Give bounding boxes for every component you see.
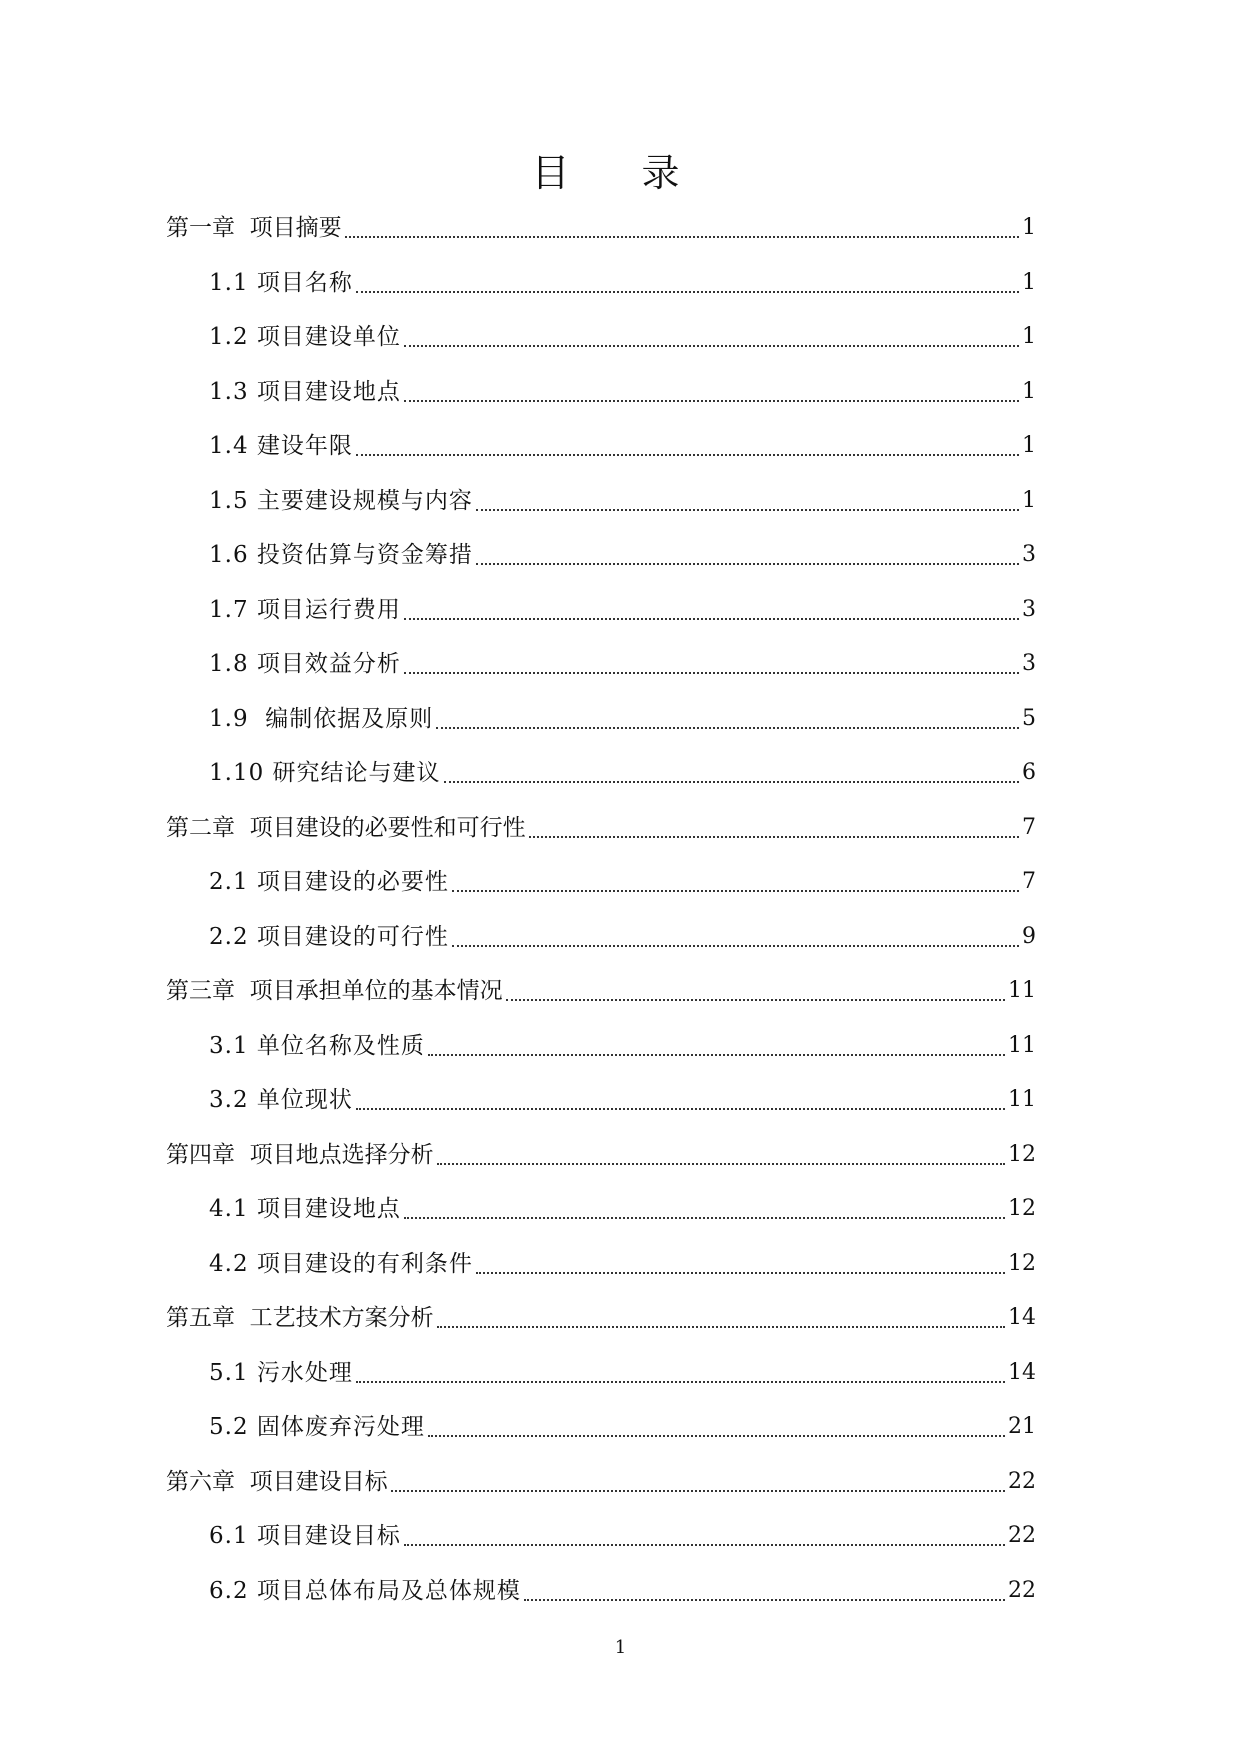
toc-section-entry[interactable] <box>166 378 1036 433</box>
toc-entry-label: 第一章 项目摘要 <box>166 215 342 241</box>
toc-section-entry[interactable] <box>166 759 1036 814</box>
toc-entry-label: 5.2 固体废弃污处理 <box>209 1414 425 1440</box>
toc-entry-page-number: 12 <box>1008 1196 1036 1221</box>
toc-entry-page-number: 11 <box>1008 1032 1036 1058</box>
toc-entry-page-number: 1 <box>1022 215 1036 240</box>
toc-section-entry[interactable] <box>166 541 1036 596</box>
table-of-contents <box>166 214 1036 1631</box>
toc-section-entry[interactable] <box>166 323 1036 378</box>
toc-entry-page-number: 1 <box>1022 324 1036 349</box>
toc-entry-page-number: 1 <box>1022 487 1036 513</box>
toc-chapter-entry[interactable] <box>166 977 1036 1032</box>
toc-dot-leader <box>436 705 1019 729</box>
toc-entry-page-number: 22 <box>1008 1468 1036 1494</box>
toc-entry-label: 4.2 项目建设的有利条件 <box>209 1250 473 1277</box>
toc-section-entry[interactable] <box>166 1413 1036 1468</box>
toc-section-entry[interactable] <box>166 923 1036 978</box>
toc-section-entry[interactable] <box>166 1086 1036 1141</box>
toc-dot-leader <box>404 1522 1005 1546</box>
toc-entry-page-number: 14 <box>1008 1359 1036 1385</box>
toc-entry-label: 1.10 研究结论与建议 <box>209 760 441 786</box>
toc-dot-leader <box>356 269 1019 293</box>
toc-entry-label: 5.1 污水处理 <box>209 1359 353 1386</box>
toc-dot-leader <box>452 868 1019 892</box>
toc-dot-leader <box>428 1032 1005 1056</box>
toc-dot-leader <box>404 378 1019 402</box>
toc-entry-label: 第四章 项目地点选择分析 <box>166 1141 434 1168</box>
toc-entry-page-number: 12 <box>1008 1250 1036 1276</box>
toc-entry-label: 2.2 项目建设的可行性 <box>209 923 449 950</box>
toc-entry-label: 第五章 工艺技术方案分析 <box>166 1305 434 1331</box>
toc-entry-label: 第六章 项目建设目标 <box>166 1468 388 1495</box>
toc-entry-page-number: 21 <box>1008 1414 1036 1439</box>
toc-entry-page-number: 11 <box>1008 1087 1036 1112</box>
toc-chapter-entry[interactable] <box>166 1468 1036 1523</box>
toc-dot-leader <box>524 1577 1005 1601</box>
toc-section-entry[interactable] <box>166 1359 1036 1414</box>
toc-entry-label: 1.9 编制依据及原则 <box>209 705 434 732</box>
toc-dot-leader <box>437 1304 1005 1328</box>
toc-section-entry[interactable] <box>166 868 1036 923</box>
toc-dot-leader <box>444 759 1019 783</box>
toc-entry-label: 第三章 项目承担单位的基本情况 <box>166 978 503 1004</box>
toc-entry-label: 6.1 项目建设目标 <box>209 1523 401 1549</box>
toc-dot-leader <box>391 1468 1005 1492</box>
toc-entry-page-number: 6 <box>1022 760 1036 785</box>
toc-dot-leader <box>476 541 1019 565</box>
toc-entry-label: 1.7 项目运行费用 <box>209 596 401 623</box>
toc-dot-leader <box>356 432 1019 456</box>
toc-dot-leader <box>404 1195 1005 1219</box>
toc-entry-page-number: 1 <box>1022 269 1036 295</box>
toc-dot-leader <box>529 814 1019 838</box>
toc-dot-leader <box>404 323 1019 347</box>
toc-entry-label: 6.2 项目总体布局及总体规模 <box>209 1577 521 1604</box>
toc-section-entry[interactable] <box>166 487 1036 542</box>
toc-dot-leader <box>428 1413 1005 1437</box>
toc-entry-label: 1.8 项目效益分析 <box>209 651 401 677</box>
toc-entry-page-number: 22 <box>1008 1523 1036 1548</box>
toc-chapter-entry[interactable] <box>166 1304 1036 1359</box>
toc-entry-page-number: 9 <box>1022 923 1036 949</box>
toc-dot-leader <box>356 1086 1005 1110</box>
toc-dot-leader <box>345 214 1019 238</box>
toc-entry-page-number: 5 <box>1022 705 1036 731</box>
toc-section-entry[interactable] <box>166 650 1036 705</box>
toc-dot-leader <box>506 977 1005 1001</box>
toc-entry-page-number: 7 <box>1022 869 1036 894</box>
toc-dot-leader <box>476 487 1019 511</box>
toc-entry-page-number: 1 <box>1022 378 1036 404</box>
toc-entry-label: 1.4 建设年限 <box>209 433 353 459</box>
toc-entry-label: 2.1 项目建设的必要性 <box>209 869 449 895</box>
toc-entry-label: 3.1 单位名称及性质 <box>209 1032 425 1059</box>
toc-section-entry[interactable] <box>166 432 1036 487</box>
toc-entry-label: 1.6 投资估算与资金筹措 <box>209 542 473 568</box>
page-title: 目 录 <box>531 151 710 195</box>
toc-dot-leader <box>452 923 1019 947</box>
toc-entry-page-number: 3 <box>1022 596 1036 622</box>
toc-section-entry[interactable] <box>166 1522 1036 1577</box>
toc-dot-leader <box>404 650 1019 674</box>
toc-dot-leader <box>437 1141 1005 1165</box>
toc-section-entry[interactable] <box>166 1195 1036 1250</box>
toc-entry-label: 1.2 项目建设单位 <box>209 324 401 350</box>
toc-section-entry[interactable] <box>166 1032 1036 1087</box>
toc-dot-leader <box>404 596 1019 620</box>
toc-entry-label: 第二章 项目建设的必要性和可行性 <box>166 814 526 841</box>
toc-chapter-entry[interactable] <box>166 214 1036 269</box>
toc-entry-page-number: 3 <box>1022 651 1036 676</box>
toc-entry-label: 1.5 主要建设规模与内容 <box>209 487 473 514</box>
page-number: 1 <box>614 1637 627 1658</box>
toc-entry-page-number: 22 <box>1008 1577 1036 1603</box>
toc-section-entry[interactable] <box>166 596 1036 651</box>
toc-chapter-entry[interactable] <box>166 814 1036 869</box>
toc-section-entry[interactable] <box>166 705 1036 760</box>
toc-entry-page-number: 11 <box>1008 978 1036 1003</box>
toc-entry-page-number: 7 <box>1022 814 1036 840</box>
toc-dot-leader <box>356 1359 1005 1383</box>
toc-entry-label: 1.1 项目名称 <box>209 269 353 296</box>
toc-entry-label: 4.1 项目建设地点 <box>209 1196 401 1222</box>
toc-section-entry[interactable] <box>166 1250 1036 1305</box>
toc-entry-page-number: 12 <box>1008 1141 1036 1167</box>
toc-entry-page-number: 3 <box>1022 542 1036 567</box>
toc-dot-leader <box>476 1250 1005 1274</box>
toc-entry-label: 3.2 单位现状 <box>209 1087 353 1113</box>
toc-entry-label: 1.3 项目建设地点 <box>209 378 401 405</box>
toc-entry-page-number: 1 <box>1022 433 1036 458</box>
toc-section-entry[interactable] <box>166 1577 1036 1632</box>
toc-chapter-entry[interactable] <box>166 1141 1036 1196</box>
toc-entry-page-number: 14 <box>1008 1305 1036 1330</box>
toc-section-entry[interactable] <box>166 269 1036 324</box>
